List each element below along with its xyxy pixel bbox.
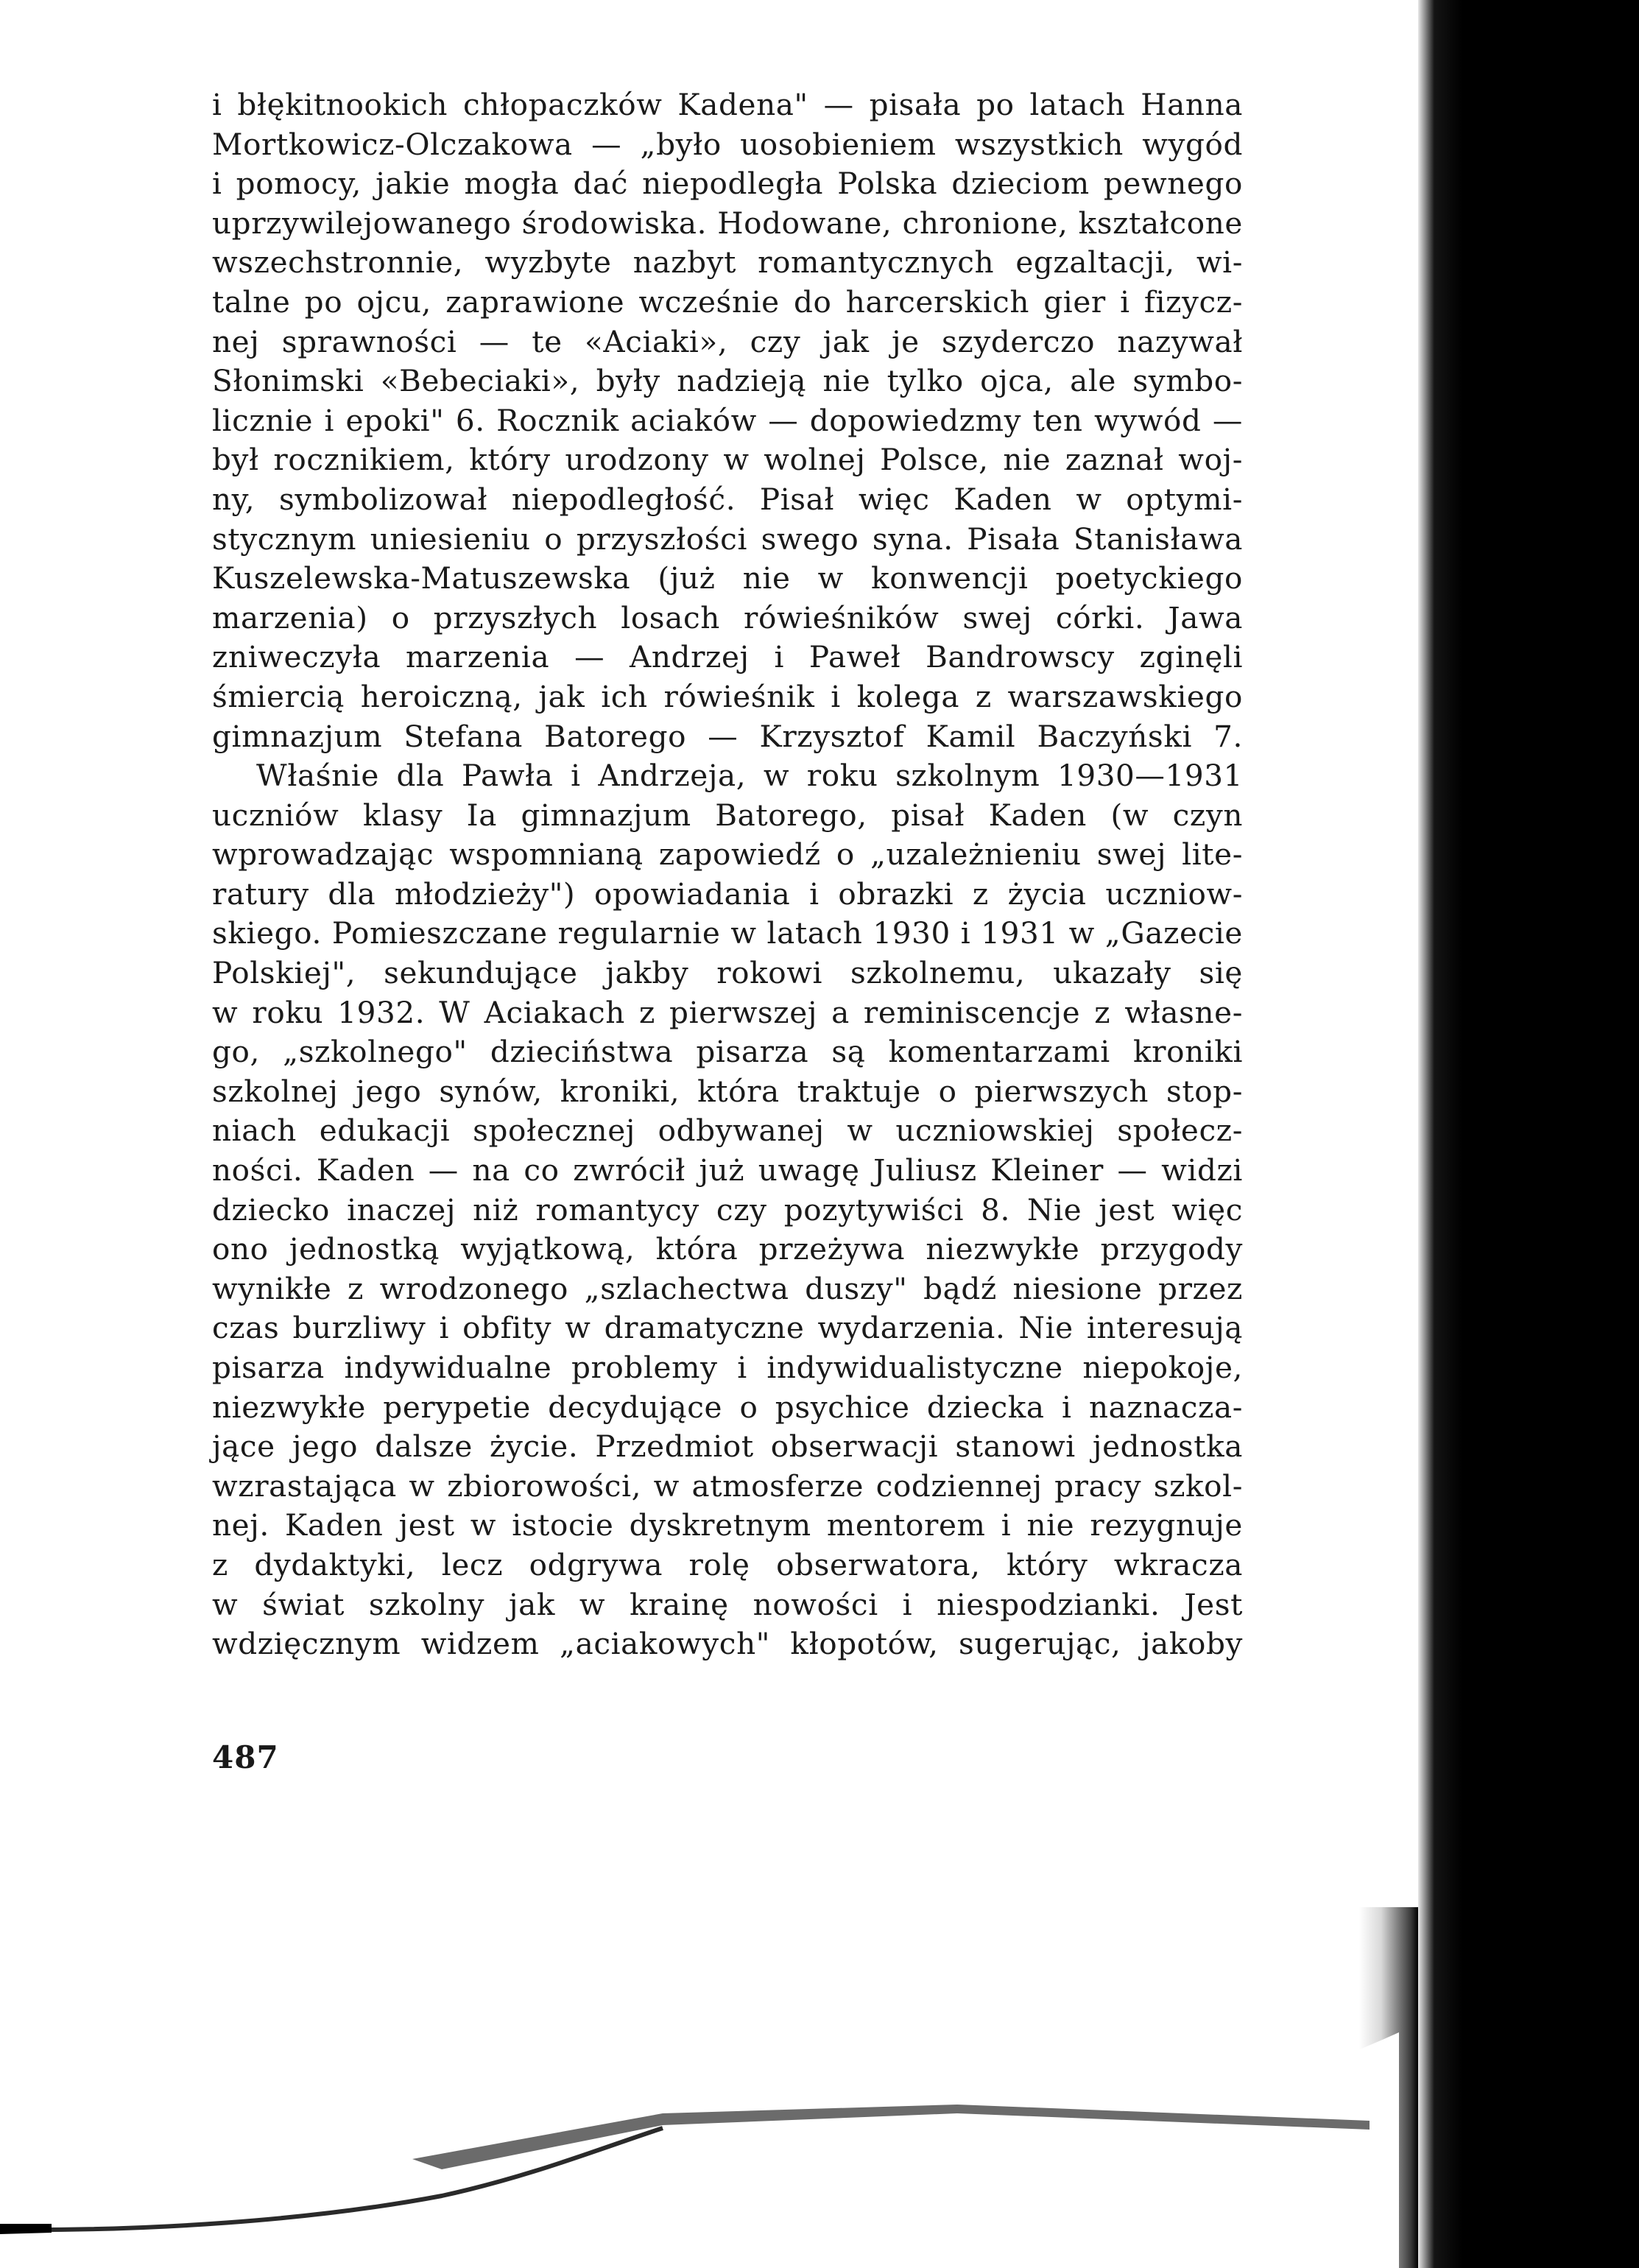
scanner-edge-shadow	[1418, 0, 1639, 2268]
text-line: niach edukacji społecznej odbywanej w uczniowskiej społecz-	[212, 1113, 1243, 1149]
text-line: ratury dla młodzieży") opowiadania i obrazki z życia uczniow-	[212, 876, 1243, 912]
text-line: uprzywilejowanego środowiska. Hodowane, chronione, kształcone	[212, 205, 1243, 241]
scanner-page-curl-artifact	[0, 2003, 1639, 2268]
text-line: w roku 1932. W Aciakach z pierwszej a reminiscencje z własne-	[212, 994, 1243, 1030]
text-line: wzrastająca w zbiorowości, w atmosferze codziennej pracy szkol-	[212, 1468, 1243, 1504]
text-line: uczniów klasy Ia gimnazjum Batorego, pisał Kaden (w czyn	[212, 797, 1243, 833]
text-line: śmiercią heroiczną, jak ich rówieśnik i kolega z warszawskiego	[212, 678, 1243, 714]
text-line: czas burzliwy i obfity w dramatyczne wydarzenia. Nie interesują	[212, 1310, 1243, 1346]
text-line: z dydaktyki, lecz odgrywa rolę obserwatora, który wkracza	[212, 1546, 1243, 1582]
text-line: go, „szkolnego" dzieciństwa pisarza są komentarzami kroniki	[212, 1034, 1243, 1070]
text-line: jące jego dalsze życie. Przedmiot obserwacji stanowi jednostka	[212, 1429, 1243, 1465]
page-curl-left-mark	[0, 2224, 52, 2234]
text-line: dziecko inaczej niż romantycy czy pozytywiści 8. Nie jest więc	[212, 1191, 1243, 1228]
body-text	[212, 85, 1243, 1664]
text-line-paragraph-start: Właśnie dla Pawła i Andrzeja, w roku szkolnym 1930—1931	[256, 758, 1243, 794]
text-line: skiego. Pomieszczane regularnie w latach 1930 i 1931 w „Gazecie	[212, 915, 1243, 951]
text-line: wprowadzając wspomnianą zapowiedź o „uzależnieniu swej lite-	[212, 837, 1243, 873]
text-line: w świat szkolny jak w krainę nowości i niespodzianki. Jest	[212, 1586, 1243, 1622]
text-line: i pomocy, jakie mogła dać niepodległa Polska dzieciom pewnego	[212, 166, 1243, 202]
text-line: zniweczyła marzenia — Andrzej i Paweł Bandrowscy zginęli	[212, 639, 1243, 675]
text-line: niezwykłe perypetie decydujące o psychice dziecka i naznacza-	[212, 1389, 1243, 1425]
text-line: ny, symbolizował niepodległość. Pisał więc Kaden w optymi-	[212, 481, 1243, 517]
text-line: pisarza indywidualne problemy i indywidualistyczne niepokoje,	[212, 1350, 1243, 1385]
text-line: Słonimski «Bebeciaki», były nadzieją nie tylko ojca, ale symbo-	[212, 363, 1243, 399]
page-curl-shadow	[0, 2032, 1399, 2268]
text-line: nej sprawności — te «Aciaki», czy jak je szyderczo nazywał	[212, 323, 1243, 359]
text-line: gimnazjum Stefana Batorego — Krzysztof Kamil Baczyński 7.	[212, 718, 1243, 754]
text-line: wszechstronnie, wyzbyte nazbyt romantycznych egzaltacji, wi-	[212, 244, 1243, 281]
text-line: talne po ojcu, zaprawione wcześnie do harcerskich gier i fizycz-	[212, 284, 1243, 320]
text-line: Mortkowicz-Olczakowa — „było uosobieniem wszystkich wygód	[212, 126, 1243, 162]
text-line: ono jednostką wyjątkową, która przeżywa niezwykłe przygody	[212, 1231, 1243, 1267]
text-line: wynikłe z wrodzonego „szlachectwa duszy" bądź niesione przez	[212, 1270, 1243, 1306]
text-line: Polskiej", sekundujące jakby rokowi szkolnemu, ukazały się	[212, 955, 1243, 991]
text-line: stycznym uniesieniu o przyszłości swego syna. Pisała Stanisława	[212, 521, 1243, 557]
text-line: wdzięcznym widzem „aciakowych" kłopotów, sugerując, jakoby	[212, 1626, 1243, 1662]
text-line: Kuszelewska-Matuszewska (już nie w konwencji poetyckiego	[212, 560, 1243, 596]
text-line: był rocznikiem, który urodzony w wolnej Polsce, nie zaznał woj-	[212, 442, 1243, 478]
text-line: ności. Kaden — na co zwrócił już uwagę Juliusz Kleiner — widzi	[212, 1152, 1243, 1188]
text-line: licznie i epoki" 6. Rocznik aciaków — dopowiedzmy ten wywód —	[212, 402, 1243, 438]
page-number: 487	[212, 1739, 279, 1775]
text-line: nej. Kaden jest w istocie dyskretnym mentorem i nie rezygnuje	[212, 1507, 1243, 1543]
text-line: marzenia) o przyszłych losach rówieśników swej córki. Jawa	[212, 599, 1243, 635]
text-line: i błękitnookich chłopaczków Kadena" — pisała po latach Hanna	[212, 87, 1243, 122]
text-line: szkolnej jego synów, kroniki, która traktuje o pierwszych stop-	[212, 1073, 1243, 1109]
